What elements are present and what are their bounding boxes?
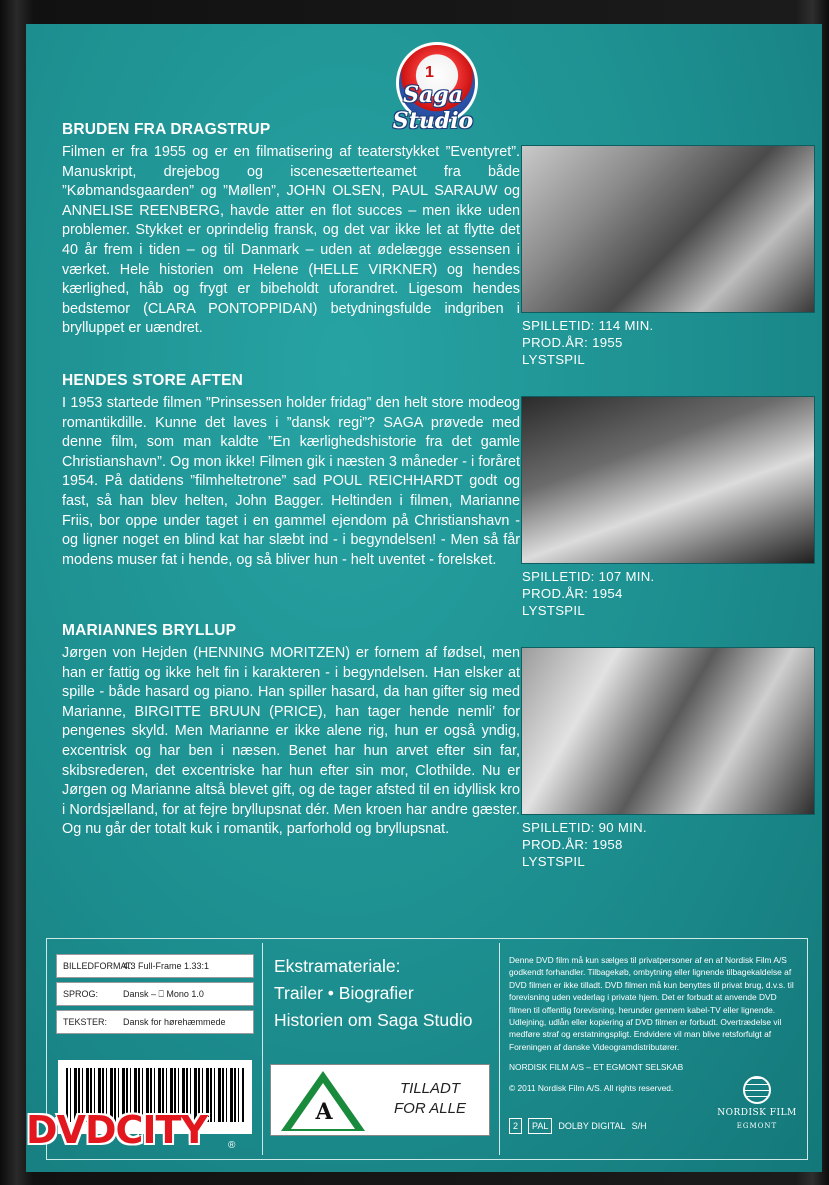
film-1-runtime: SPILLETID: 114 MIN. — [522, 318, 654, 333]
film-2-still — [521, 396, 815, 564]
nordisk-film-logo — [712, 1076, 802, 1130]
film-1-still — [521, 145, 815, 313]
film-1-description: Filmen er fra 1955 og er en filmatisering af teaterstykket ”Eventyret”. Manuskript, drejebog og iscenesætterteamet fra både ”Købmandsgaarden” og ”Møllen”, JOHN OLSEN, PAUL SARAUW og ANNELISE REENBERG, havde atter en flot succes – men ikke uden problemer. Stykket er oprindelig fransk, og det var ikke let at flytte det 40 år frem i tiden – og til Danmark – uden at ødelægge essensen i værket. Hele historien om Helene (HELLE VIRKNER) og hendes kærlighed, håb og frygt er bibeholdt uforandret. Ligesom hendes bedstemor (CLARA PONTOPPIDAN) betydningsfulde indgriben i brylluppet er uændret. — [62, 144, 520, 337]
logo-number: 1 — [425, 64, 434, 81]
tech-specs — [56, 954, 254, 1038]
film-3-info — [522, 819, 647, 871]
film-3-description: Jørgen von Hejden (HENNING MORITZEN) er fornem af fødsel, men han er fattig og ikke helt fin i karakteren - i begyndelsen. Han elsker at spille - både hasard og piano. Han spiller hasard, da han gifter sig med Marianne, BIRGITTE BRUUN (PRICE), han tager hende nemli’ for pengenes skyld. Men Marianne er ikke alene rig, hun er også yndig, excentrisk og har ben i næsen. Benet har hun arvet efter sin far, skibsrederen, det excentriske har hun efter sin mor, Clothilde. Nu er Jørgen og Marianne altså blevet gift, og de tager afsted til en idyllisk kro i Nordsjælland, for at fejre bryllupsnat dér. Men kroen har andre gæster. Og nu går der totalt kuk i romantik, parforhold og bryllupsnat. — [62, 645, 520, 838]
dolby-icon: DOLBY DIGITAL — [558, 1121, 626, 1131]
globe-icon — [743, 1076, 771, 1104]
film-3-title: MARIANNES BRYLLUP — [62, 622, 237, 639]
extras-line-2: Historien om Saga Studio — [274, 1010, 473, 1030]
film-3-genre: LYSTSPIL — [522, 854, 585, 870]
extras-title: Ekstramateriale: — [274, 956, 401, 976]
extras-line-1: Trailer • Biografier — [274, 983, 414, 1003]
film-1-year: PROD.ÅR: 1955 — [522, 335, 623, 351]
film-3-still — [521, 647, 815, 815]
legal-paragraph: Denne DVD film må kun sælges til privatpersoner af en af Nordisk Film A/S godkendt forhandler. Tilbagekøb, ombytning eller lignende tilbagekaldelse af DVD filmen er ikke tilladt. DVD filmen må kun benyttes til privat brug, d.v.s. til forevisning uden vederlag i private hjem. Det er forbudt at anvende DVD filmen til offentlig forevisning, herunder gennem kabel-TV eller lignende. Udlejning, udlån eller kopiering af DVD filmen er forbudt. Overtrædelse vil medføre straf og erstatningspligt. Endvidere vil man blive retsforfulgt af Foreningen af danske Videogramdistributører. — [509, 955, 794, 1052]
film-1-genre: LYSTSPIL — [522, 352, 585, 368]
distributor-parent: EGMONT — [736, 1122, 778, 1130]
film-2-description: I 1953 startede filmen ”Prinsessen holder fridag” den helt store modeog romantikdille. Kunne det laves i ”dansk regi”? SAGA prøvede med denne film, som man kaldte ”En kærlighedshistorie fra det gamle Christianshavn”. Og mon ikke! Filmen gik i næsten 3 måneder - i foråret 1954. På datidens ”filmheltetrone” sad POUL REICHHARDT godt og fast, så han blev helten, John Bagger. Heltinden i filmen, Marianne Friis, bor oppe under taget i en gammel ejendom på Christianshavn - og ligner noget en blind kat har slæbt ind - i begyndelsen! - Men så får modens muser fat i hende, og så bliver hun - helt uventet - forelsket. — [62, 395, 520, 568]
rating-line-2: FOR ALLE — [394, 1100, 466, 1117]
rating-text — [375, 1079, 485, 1119]
film-3-runtime: SPILLETID: 90 MIN. — [522, 820, 647, 835]
film-3-year: PROD.ÅR: 1958 — [522, 837, 623, 853]
film-2-title: HENDES STORE AFTEN — [62, 372, 244, 389]
spec-language: SPROG: Dansk – ⎕ Mono 1.0 — [56, 982, 254, 1006]
legal-copyright: © 2011 Nordisk Film A/S. All rights reserved. — [509, 1082, 674, 1093]
registered-mark: ® — [228, 1140, 236, 1151]
age-rating-box — [270, 1064, 490, 1136]
panel-divider-right — [499, 943, 500, 1155]
dvdcity-watermark: DVDCITY — [26, 1108, 207, 1152]
film-2-runtime: SPILLETID: 107 MIN. — [522, 569, 655, 584]
format-icons — [509, 1118, 647, 1134]
region-icon: 2 — [509, 1118, 522, 1134]
logo-text: Saga Studio — [392, 82, 474, 134]
panel-divider-left — [262, 943, 263, 1155]
film-2-info — [522, 568, 655, 620]
rating-line-1: TILLADT — [399, 1080, 460, 1097]
distributor-name: NORDISK FILM — [717, 1108, 797, 1118]
film-1-title: BRUDEN FRA DRAGSTRUP — [62, 121, 271, 138]
pal-icon: PAL — [528, 1118, 552, 1134]
bw-label: S/H — [631, 1121, 647, 1131]
saga-studio-logo — [368, 42, 498, 142]
spec-subtitles: TEKSTER: Dansk for hørehæmmede — [56, 1010, 254, 1034]
film-2-year: PROD.ÅR: 1954 — [522, 586, 623, 602]
rating-letter: A — [315, 1099, 333, 1125]
back-cover — [26, 24, 822, 1172]
film-2-genre: LYSTSPIL — [522, 603, 585, 619]
spec-format: BILLEDFORMAT: 4.3 Full-Frame 1.33:1 — [56, 954, 254, 978]
film-1-info — [522, 317, 654, 369]
legal-company: NORDISK FILM A/S – ET EGMONT SELSKAB — [509, 1062, 684, 1073]
